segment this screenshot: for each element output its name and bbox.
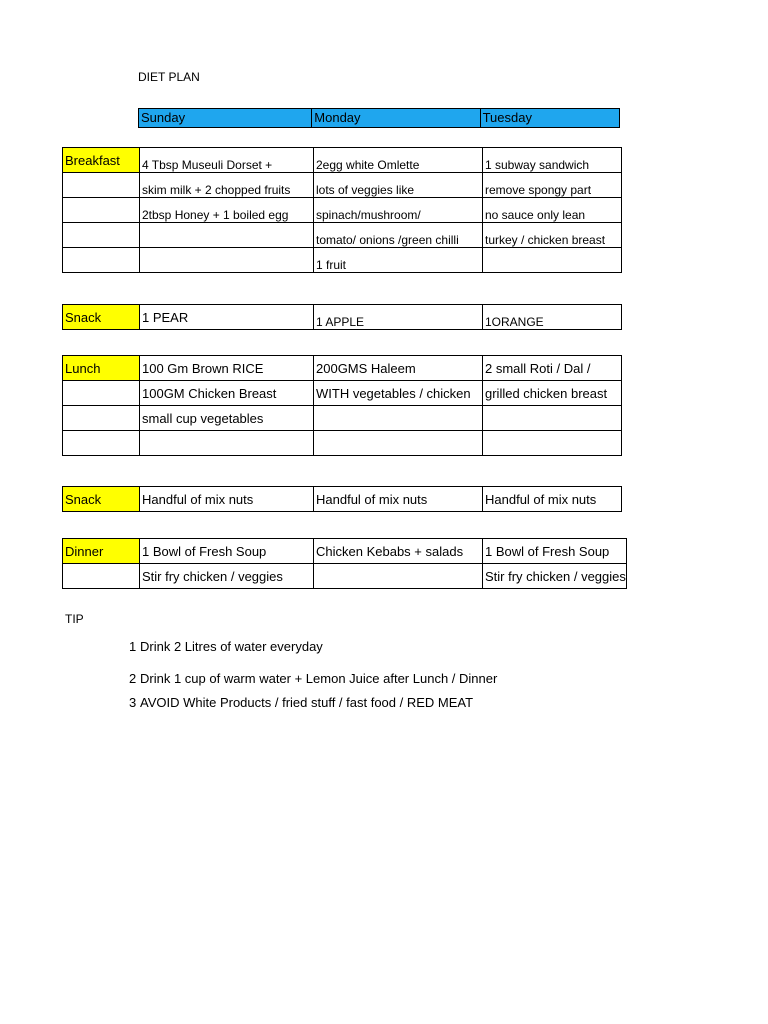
cell: lots of veggies like	[314, 173, 483, 198]
meal-label-snack: Snack	[63, 487, 140, 512]
cell: 200GMS Haleem	[314, 356, 483, 381]
tip-item	[129, 639, 323, 654]
table-row	[63, 198, 622, 223]
cell: spinach/mushroom/	[314, 198, 483, 223]
meal-label-spacer	[63, 564, 140, 589]
snack-table-2	[62, 486, 622, 512]
cell: Handful of mix nuts	[314, 487, 483, 512]
cell: Handful of mix nuts	[140, 487, 314, 512]
cell: 2 small Roti / Dal /	[483, 356, 622, 381]
meal-label-breakfast: Breakfast	[63, 148, 140, 173]
day-header-sunday: Sunday	[139, 109, 312, 127]
tip-number: 1	[129, 639, 137, 654]
cell	[314, 431, 483, 456]
cell: 1 APPLE	[314, 305, 483, 330]
table-row	[63, 564, 627, 589]
breakfast-table	[62, 147, 622, 273]
page-title: DIET PLAN	[138, 70, 200, 84]
table-row	[63, 223, 622, 248]
cell	[140, 248, 314, 273]
meal-label-spacer	[63, 198, 140, 223]
cell: Stir fry chicken / veggies	[483, 564, 627, 589]
meal-label-dinner: Dinner	[63, 539, 140, 564]
tip-text: Drink 2 Litres of water everyday	[140, 639, 323, 654]
cell: 1 Bowl of Fresh Soup	[140, 539, 314, 564]
table-row	[63, 431, 622, 456]
cell	[314, 406, 483, 431]
day-header-row	[138, 108, 620, 128]
cell: grilled chicken breast	[483, 381, 622, 406]
table-row	[63, 406, 622, 431]
meal-label-spacer	[63, 406, 140, 431]
table-row	[63, 173, 622, 198]
table-row	[63, 248, 622, 273]
cell: small cup vegetables	[140, 406, 314, 431]
cell: 1 fruit	[314, 248, 483, 273]
lunch-table	[62, 355, 622, 456]
day-header-tuesday: Tuesday	[482, 110, 532, 125]
tip-text: Drink 1 cup of warm water + Lemon Juice after Lunch / Dinner	[140, 671, 498, 686]
cell: 100 Gm Brown RICE	[140, 356, 314, 381]
meal-label-spacer	[63, 381, 140, 406]
cell	[140, 223, 314, 248]
table-row	[63, 305, 622, 330]
meal-label-spacer	[63, 173, 140, 198]
cell: 1 PEAR	[140, 305, 314, 330]
cell: WITH vegetables / chicken	[314, 381, 483, 406]
cell: no sauce only lean	[483, 198, 622, 223]
cell: Stir fry chicken / veggies	[140, 564, 314, 589]
snack-table-1	[62, 304, 622, 330]
cell: 1ORANGE	[483, 305, 622, 330]
table-row	[63, 356, 622, 381]
meal-label-spacer	[63, 248, 140, 273]
cell: Handful of mix nuts	[483, 487, 622, 512]
meal-label-snack: Snack	[63, 305, 140, 330]
cell: 1 Bowl of Fresh Soup	[483, 539, 627, 564]
cell	[483, 406, 622, 431]
tip-heading: TIP	[65, 612, 84, 626]
cell: remove spongy part	[483, 173, 622, 198]
meal-label-spacer	[63, 431, 140, 456]
table-row	[63, 487, 622, 512]
day-header-monday: Monday	[312, 109, 480, 127]
table-row	[63, 148, 622, 173]
tip-number: 2	[129, 671, 137, 686]
tip-item	[129, 671, 497, 686]
cell	[483, 431, 622, 456]
table-row	[63, 381, 622, 406]
cell	[483, 248, 622, 273]
cell: skim milk + 2 chopped fruits	[140, 173, 314, 198]
cell: 2egg white Omlette	[314, 148, 483, 173]
cell: 2tbsp Honey + 1 boiled egg	[140, 198, 314, 223]
cell: tomato/ onions /green chilli	[314, 223, 483, 248]
table-row	[63, 539, 627, 564]
tip-text: AVOID White Products / fried stuff / fast food / RED MEAT	[140, 695, 474, 710]
meal-label-lunch: Lunch	[63, 356, 140, 381]
cell	[314, 564, 483, 589]
cell: 1 subway sandwich	[483, 148, 622, 173]
dinner-table	[62, 538, 627, 589]
meal-label-spacer	[63, 223, 140, 248]
cell: Chicken Kebabs + salads	[314, 539, 483, 564]
cell: turkey / chicken breast	[483, 223, 622, 248]
cell: 100GM Chicken Breast	[140, 381, 314, 406]
tip-item	[129, 695, 473, 710]
cell	[140, 431, 314, 456]
cell: 4 Tbsp Museuli Dorset +	[140, 148, 314, 173]
tip-number: 3	[129, 695, 137, 710]
